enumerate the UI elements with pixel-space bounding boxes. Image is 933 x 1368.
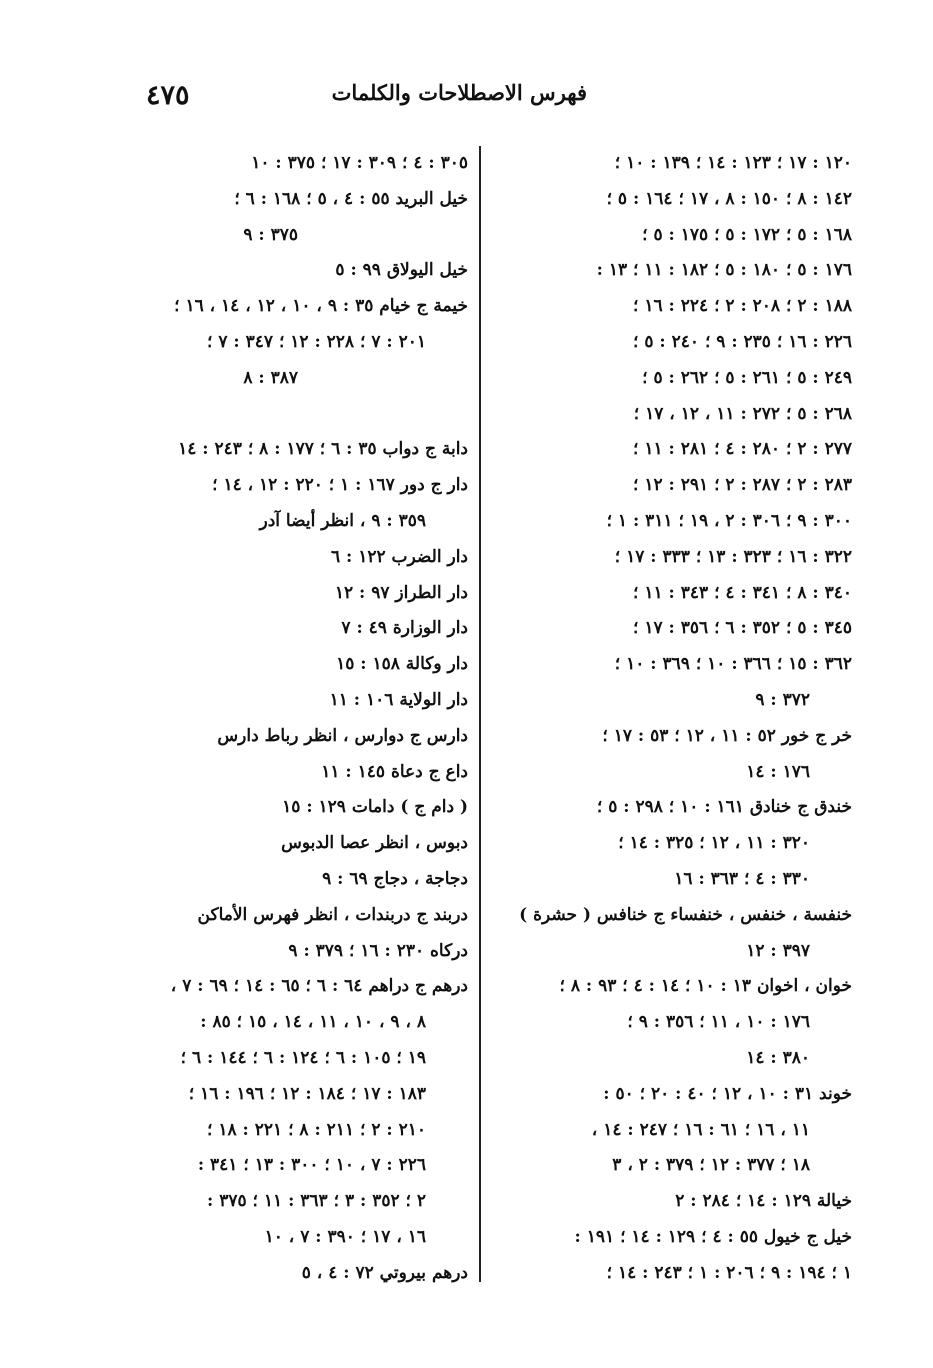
index-line: ٣٣٠ : ٤ ؛ ٣٦٣ : ١٦ bbox=[674, 868, 810, 889]
index-line: ١٧٦ : ١٤ bbox=[746, 761, 810, 782]
index-line: ٣٠٠ : ٩ ؛ ٣٠٦ : ٢ ، ١٩ ؛ ٣١١ : ١ ؛ bbox=[606, 510, 852, 531]
index-line: ١٦ ، ١٧ ؛ ٣٩٠ : ٧ ، ١٠ bbox=[264, 1226, 426, 1247]
index-line: ٣٤٠ : ٨ ؛ ٣٤١ : ٤ ؛ ٣٤٣ : ١١ ؛ bbox=[633, 582, 852, 603]
index-line: ١٨٨ : ٢ ؛ ٢٠٨ : ٢ ؛ ٢٢٤ : ١٦ ؛ bbox=[633, 296, 852, 317]
index-line: خر ج خور ٥٢ : ١١ ، ١٢ ؛ ٥٣ : ١٧ ؛ bbox=[602, 725, 852, 746]
index-line: ٣٢٢ : ١٦ ؛ ٣٢٣ : ١٣ ؛ ٣٣٣ : ١٧ ؛ bbox=[614, 546, 852, 567]
index-line: ١٦٨ : ٥ ؛ ١٧٢ : ٥ ؛ ١٧٥ : ٥ ؛ bbox=[642, 224, 852, 245]
index-line: ٣٢٠ : ١١ ، ١٢ ؛ ٣٢٥ : ١٤ ؛ bbox=[618, 833, 810, 854]
index-line: دربند ج دربندات ، انظر فهرس الأماكن bbox=[197, 904, 468, 925]
index-line: خيل البريد ٥٥ : ٤ ، ٥ ؛ ١٦٨ : ٦ ؛ bbox=[234, 188, 468, 209]
index-line: ٢١٠ : ٢ ؛ ٢١١ : ٨ ؛ ٢٢١ : ١٨ ؛ bbox=[207, 1119, 426, 1140]
index-line: خيمة ج خيام ٣٥ : ٩ ، ١٠ ، ١٢ ، ١٤ ، ١٦ ؛ bbox=[174, 296, 468, 317]
index-line: ٣٥٩ : ٩ ، انظر أيضا آدر bbox=[259, 510, 426, 531]
index-line: ٣٧٥ : ٩ bbox=[243, 224, 298, 245]
index-line: دجاجة ، دجاج ٦٩ : ٩ bbox=[322, 868, 468, 889]
index-line: ٣٩٧ : ١٢ bbox=[746, 940, 810, 961]
index-line: دبوس ، انظر عصا الدبوس bbox=[281, 833, 468, 854]
index-line: ( دام ج ) دامات ١٢٩ : ١٥ bbox=[282, 797, 468, 818]
index-line: ١٩ ؛ ١٠٥ : ٦ ؛ ١٢٤ : ٦ ؛ ١٤٤ : ٦ ؛ bbox=[180, 1047, 426, 1068]
index-line: دار الضرب ١٢٢ : ٦ bbox=[330, 546, 468, 567]
index-line: خوند ٣١ : ١٠ ، ١٢ ؛ ٤٠ : ٢٠ ؛ ٥٠ : bbox=[603, 1083, 852, 1104]
index-line: ٨ ، ٩ ، ١٠ ، ١١ ، ١٤ ، ١٥ ؛ ٨٥ : bbox=[200, 1012, 426, 1033]
index-line: خيل ج خيول ٥٥ : ٤ ؛ ١٢٩ : ١٤ ؛ ١٩١ : bbox=[574, 1226, 852, 1247]
index-line: ٣٦٢ : ١٥ ؛ ٣٦٦ : ١٠ ؛ ٣٦٩ : ١٠ ؛ bbox=[614, 654, 852, 675]
index-line: ٣٨٧ : ٨ bbox=[243, 367, 298, 388]
index-line: ٢٨٣ : ٢ ؛ ٢٨٧ : ٢ ؛ ٢٩١ : ١٢ ؛ bbox=[633, 475, 852, 496]
index-line: ٢٢٦ : ٧ ، ١٠ ؛ ٣٠٠ : ١٣ ؛ ٣٤١ : bbox=[197, 1155, 426, 1176]
index-line: درهم ج دراهم ٦٤ : ٦ ؛ ٦٥ : ١٤ ؛ ٦٩ : ٧ ، bbox=[170, 976, 468, 997]
index-line: ٣٠٥ : ٤ ؛ ٣٠٩ : ١٧ ؛ ٣٧٥ : ١٠ bbox=[251, 153, 468, 173]
index-line: دار الوزارة ٤٩ : ٧ bbox=[341, 618, 468, 639]
index-line: خندق ج خنادق ١٦١ : ١٠ ؛ ٢٩٨ : ٥ ؛ bbox=[596, 797, 852, 818]
index-line: ٢٢٦ : ١٦ ؛ ٢٣٥ : ٩ ؛ ٢٤٠ : ٥ ؛ bbox=[633, 331, 852, 352]
index-line: ١١ ، ١٦ ؛ ٦١ : ١٦ ؛ ٢٤٧ : ١٤ ، bbox=[591, 1119, 810, 1140]
index-line: ١٨٣ : ١٧ ؛ ١٨٤ : ١٢ ؛ ١٩٦ : ١٦ ؛ bbox=[188, 1083, 426, 1104]
index-column-left bbox=[106, 146, 468, 1292]
index-line: دار وكالة ١٥٨ : ١٥ bbox=[336, 654, 468, 675]
page-number: ٤٧٥ bbox=[146, 80, 190, 111]
index-line: دابة ج دواب ٣٥ : ٦ ؛ ١٧٧ : ٨ ؛ ٢٤٣ : ١٤ bbox=[178, 439, 468, 460]
index-line: ٢٤٩ : ٥ ؛ ٢٦١ : ٥ ؛ ٢٦٢ : ٥ ؛ bbox=[642, 367, 852, 388]
index-line: ٢٠١ : ٧ ؛ ٢٢٨ : ١٢ ؛ ٣٤٧ : ٧ ؛ bbox=[207, 331, 426, 352]
index-line: خيل اليولاق ٩٩ : ٥ bbox=[335, 260, 468, 281]
index-line: دار ج دور ١٦٧ : ١ ؛ ٢٢٠ : ١٢ ، ١٤ ؛ bbox=[212, 475, 468, 496]
index-line: دار الطراز ٩٧ : ١٢ bbox=[334, 582, 468, 603]
index-line: دركاه ٢٣٠ : ١٦ ؛ ٣٧٩ : ٩ bbox=[288, 940, 468, 961]
index-line: ١٧٦ : ٥ ؛ ١٨٠ : ٥ ؛ ١٨٢ : ١١ ؛ ١٣ : bbox=[596, 260, 852, 281]
index-line: ٢٦٨ : ٥ ؛ ٢٧٢ : ١١ ، ١٢ ، ١٧ ؛ bbox=[633, 403, 852, 424]
index-line bbox=[106, 397, 468, 433]
index-column-right bbox=[490, 146, 852, 1292]
column-divider bbox=[479, 146, 481, 1282]
index-line: ٣٧٢ : ٩ bbox=[755, 689, 810, 710]
index-line: خنفسة ، خنفس ، خنفساء ج خنافس ( حشرة ) bbox=[519, 904, 852, 925]
index-line: ١ ؛ ١٩٤ : ٩ ؛ ٢٠٦ : ١ ؛ ٢٤٣ : ١٤ ؛ bbox=[606, 1262, 852, 1283]
index-line: ١٤٢ : ٨ ؛ ١٥٠ : ٨ ، ١٧ ؛ ١٦٤ : ٥ ؛ bbox=[606, 188, 852, 209]
index-line: ٣٨٠ : ١٤ bbox=[746, 1047, 810, 1068]
index-line: ٢ ؛ ٣٥٢ : ٣ ؛ ٣٦٣ : ١١ ؛ ٣٧٥ : bbox=[207, 1191, 426, 1212]
index-line: خوان ، اخوان ١٣ : ١٠ ؛ ١٤ : ٤ ؛ ٩٣ : ٨ ؛ bbox=[559, 976, 852, 997]
index-line: ٣٤٥ : ٥ ؛ ٣٥٢ : ٦ ؛ ٣٥٦ : ١٧ ؛ bbox=[633, 618, 852, 639]
index-line: خيالة ١٢٩ : ١٤ ؛ ٢٨٤ : ٢ bbox=[675, 1191, 852, 1212]
index-line: دارس ج دوارس ، انظر رباط دارس bbox=[217, 725, 468, 746]
index-line: درهم بيروتي ٧٢ : ٤ ، ٥ bbox=[301, 1262, 468, 1283]
index-line: داع ج دعاة ١٤٥ : ١١ bbox=[321, 761, 468, 782]
index-line: ١٧٦ : ١٠ ، ١١ ؛ ٣٥٦ : ٩ ؛ bbox=[627, 1012, 810, 1033]
running-header: فهرس الاصطلاحات والكلمات bbox=[331, 80, 587, 105]
index-line: دار الولاية ١٠٦ : ١١ bbox=[329, 689, 468, 710]
index-line: ١٢٠ : ١٧ ؛ ١٢٣ : ١٤ ؛ ١٣٩ : ١٠ ؛ bbox=[614, 153, 852, 173]
index-line: ١٨ ؛ ٣٧٧ : ١٢ ؛ ٣٧٩ : ٢ ، ٣ bbox=[612, 1155, 810, 1176]
index-line: ٢٧٧ : ٢ ؛ ٢٨٠ : ٤ ؛ ٢٨١ : ١١ ؛ bbox=[633, 439, 852, 460]
